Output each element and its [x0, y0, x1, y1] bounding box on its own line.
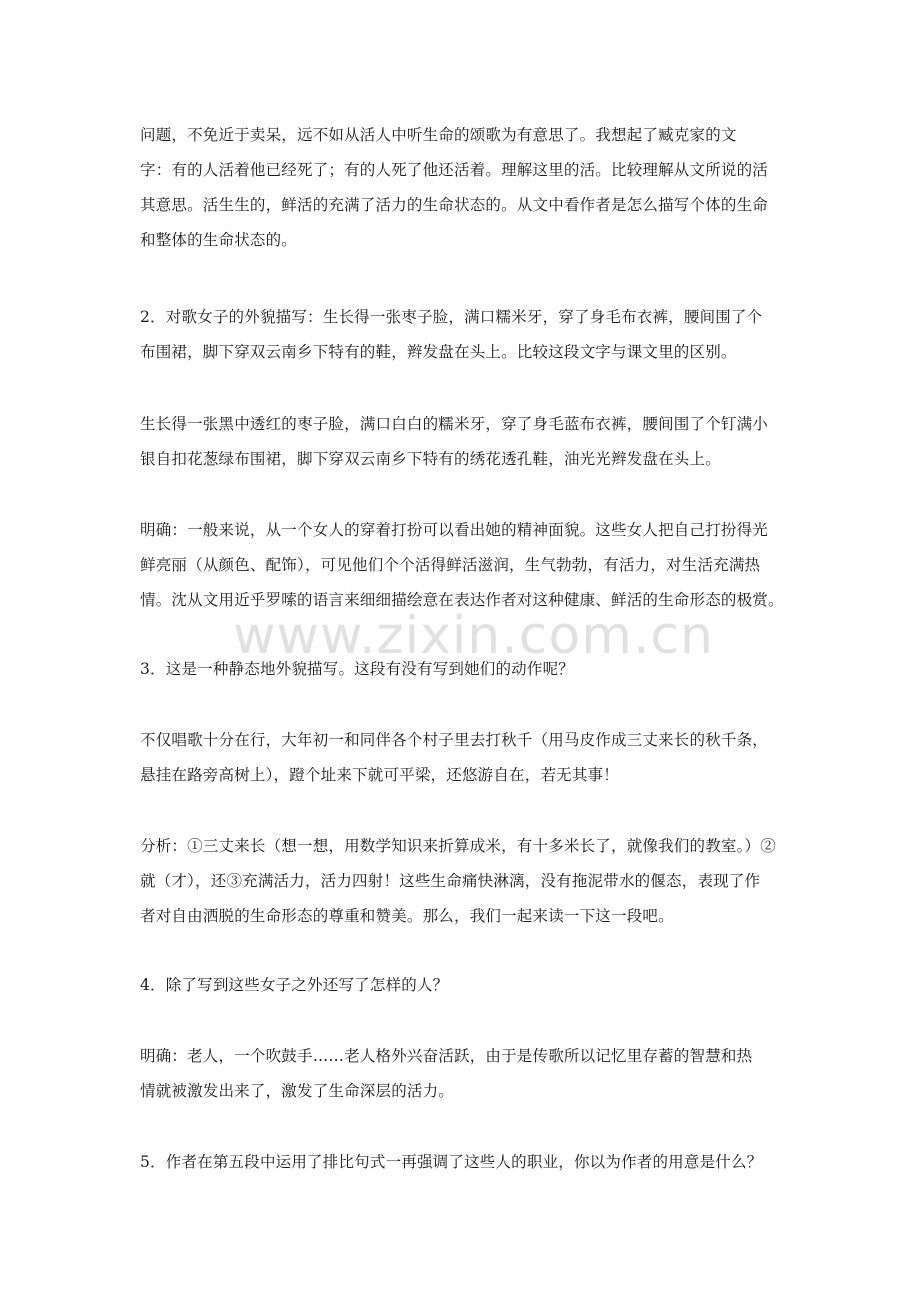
text-line: 鲜亮丽（从颜色、配饰），可见他们个个活得鲜活滋润，生气勃勃，有活力，对生活充满热 [140, 556, 761, 574]
text-line: 其意思。活生生的，鲜活的充满了活力的生命状态的。从文中看作者是怎么描写个体的生命 [140, 196, 769, 214]
text-line: 5．作者在第五段中运用了排比句式一再强调了这些人的职业，你以为作者的用意是什么？ [140, 1153, 763, 1171]
text-line: 问题，不免近于卖呆，远不如从活人中听生命的颂歌为有意思了。我想起了臧克家的文 [140, 126, 737, 144]
text-line: 分析：①三丈来长（想一想，用数学知识来折算成米，有十多米长了，就像我们的教室。）② [140, 837, 776, 855]
question-5 [140, 1145, 785, 1180]
text-line: 情就被激发出来了，激发了生命深层的活力。 [140, 1082, 455, 1100]
text-line: 明确：一般来说，从一个女人的穿着打扮可以看出她的精神面貌。这些女人把自己打扮得光 [140, 521, 769, 539]
text-line: 3．这是一种静态地外貌描写。这段有没有写到她们的动作呢？ [140, 660, 574, 678]
text-line: 银自扣花葱绿布围裙，脚下穿双云南乡下特有的绣花透孔鞋，油光光辫发盘在头上。 [140, 450, 721, 468]
text-line: 字：有的人活着他已经死了；有的人死了他还活着。理解这里的活。比较理解从文所说的活 [140, 161, 769, 179]
text-line: 4．除了写到这些女子之外还写了怎样的人？ [140, 976, 449, 994]
watermark: www.zixin.com.cn [233, 606, 714, 666]
question-4 [140, 968, 785, 1003]
text-line: 生长得一张黑中透红的枣子脸，满口白白的糯米牙，穿了身毛蓝布衣裤，腰间围了个钉满小 [140, 415, 769, 433]
question-2 [140, 300, 785, 370]
question-3 [140, 652, 785, 687]
intro-paragraph [140, 118, 785, 258]
text-line: 布围裙，脚下穿双云南乡下特有的鞋，辫发盘在头上。比较这段文字与课文里的区别。 [140, 343, 737, 361]
text-line: 悬挂在路旁高树上），蹬个址来下就可平梁，还悠游自在，若无其事！ [140, 766, 619, 784]
analysis-3 [140, 829, 785, 934]
text-line: 和整体的生命状态的。 [140, 231, 298, 249]
text-excerpt-1 [140, 407, 785, 477]
text-line: 就（才），还③充满活力，活力四射！这些生命痛快淋漓，没有拖泥带水的偃态，表现了作 [140, 872, 761, 890]
text-line: 明确：老人，一个吹鼓手……老人格外兴奋活跃，由于是传歌所以记忆里存蓄的智慧和热 [140, 1047, 753, 1065]
answer-4 [140, 1039, 785, 1109]
answer-2 [140, 513, 785, 618]
text-line: 情。沈从文用近乎罗嗦的语言来细细描绘意在表达作者对这种健康、鲜活的生命形态的极赏。 [140, 591, 784, 609]
text-line: 者对自由洒脱的生命形态的尊重和赞美。那么，我们一起来读一下这一段吧。 [140, 907, 674, 925]
text-line: 2．对歌女子的外貌描写：生长得一张枣子脸，满口糯米牙，穿了身毛布衣裤，腰间围了个 [140, 308, 763, 326]
text-excerpt-2 [140, 723, 785, 793]
text-line: 不仅唱歌十分在行，大年初一和同伴各个村子里去打秋千（用马皮作成三丈来长的秋千条， [140, 731, 769, 749]
